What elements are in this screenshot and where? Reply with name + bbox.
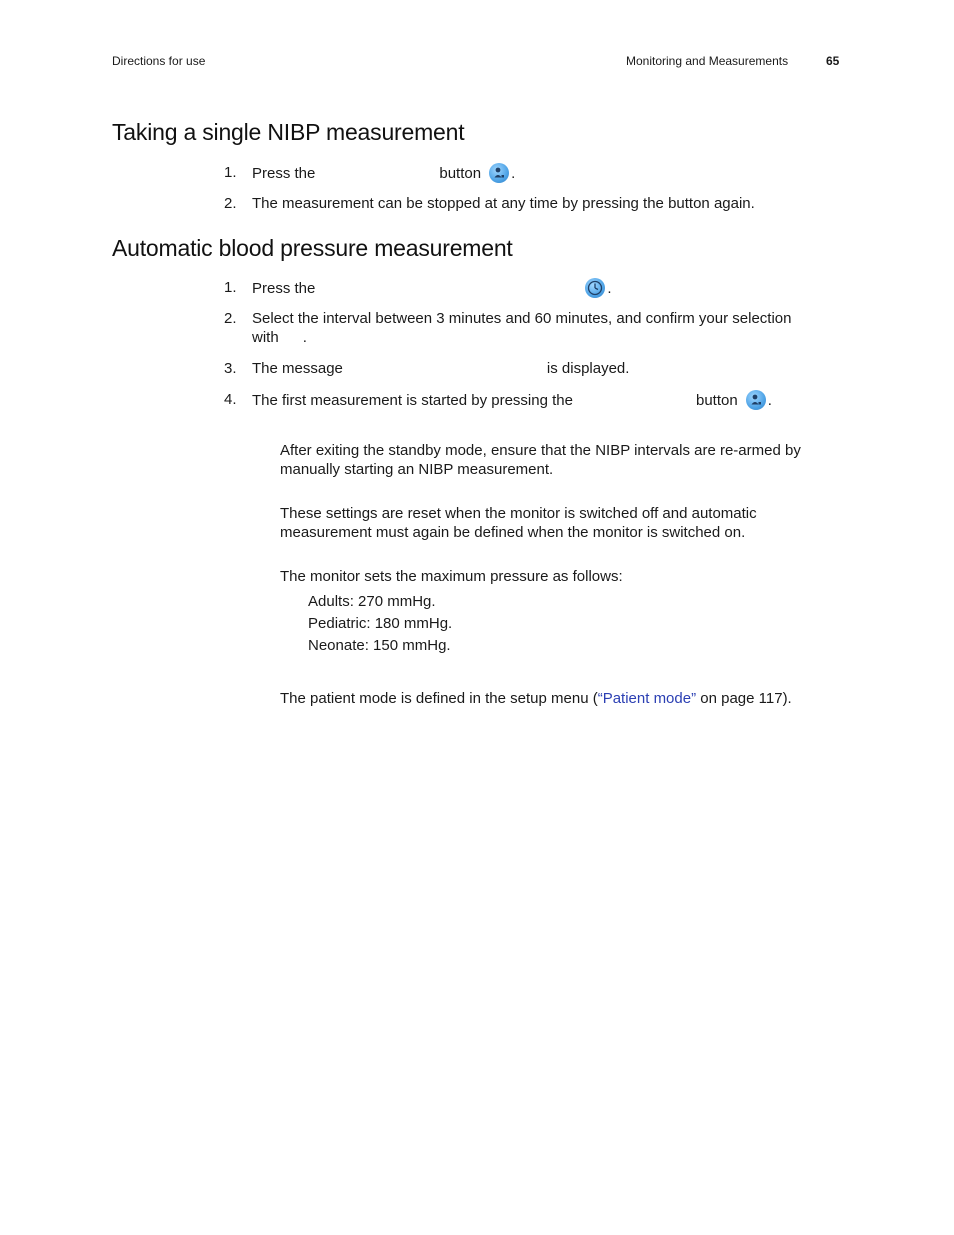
step-text — [252, 163, 515, 183]
section-heading-auto-bp: Automatic blood pressure measurement — [112, 235, 513, 261]
step-number: 1. — [224, 164, 237, 181]
step-text-b: with — [252, 329, 279, 346]
nibp-start-icon — [746, 390, 766, 410]
step-text-a: Press the — [252, 165, 316, 182]
step-text-b: button — [695, 392, 738, 409]
note-reset: These settings are reset when the monitor is switched off and automatic measurement must again be defined when the monitor is switched on. — [280, 505, 757, 541]
step-number: 4. — [224, 391, 237, 408]
list-item: Neonate: 150 mmHg. — [308, 637, 451, 654]
running-header-title: Directions for use — [112, 54, 206, 68]
step-number: 1. — [224, 279, 237, 296]
note-text-a: The patient mode is defined in the setup menu ( — [280, 690, 598, 707]
step-end: . — [302, 329, 307, 346]
nibp-interval-clock-icon — [585, 278, 605, 298]
note-patient-mode — [280, 689, 840, 708]
step-text — [252, 359, 629, 378]
step-number: 2. — [224, 310, 237, 327]
step-number: 3. — [224, 360, 237, 377]
note-text-b: on page 117). — [696, 690, 792, 707]
step-end: . — [511, 165, 516, 182]
step-end: . — [767, 392, 772, 409]
note-max-pressure-intro: The monitor sets the maximum pressure as follows: — [280, 568, 623, 585]
list-item: Pediatric: 180 mmHg. — [308, 615, 453, 632]
step-text-a: The first measurement is started by pressing the — [252, 392, 573, 409]
nibp-start-icon — [489, 163, 509, 183]
step-text-a: Press the — [252, 280, 316, 297]
list-item: Adults: 270 mmHg. — [308, 593, 436, 610]
step-end: . — [607, 280, 612, 297]
step-text-b: button — [439, 165, 482, 182]
step-text — [252, 390, 772, 410]
step-text-a: The message — [252, 360, 343, 377]
step-number: 2. — [224, 195, 237, 212]
step-text: Select the interval between 3 minutes and 60 minutes, and confirm your selection — [252, 310, 792, 327]
page-number: 65 — [826, 54, 840, 68]
patient-mode-link[interactable]: “Patient mode” — [597, 690, 697, 707]
step-text-b: is displayed. — [546, 360, 630, 377]
step-text — [252, 278, 612, 298]
section-heading-single-nibp: Taking a single NIBP measurement — [112, 119, 465, 145]
step-text: The measurement can be stopped at any time by pressing the button again. — [252, 195, 755, 212]
step-text-cont — [252, 328, 307, 347]
note-standby: After exiting the standby mode, ensure that the NIBP intervals are re-armed by manually starting an NIBP measurement. — [280, 442, 801, 478]
running-header-section: Monitoring and Measurements — [626, 54, 789, 68]
